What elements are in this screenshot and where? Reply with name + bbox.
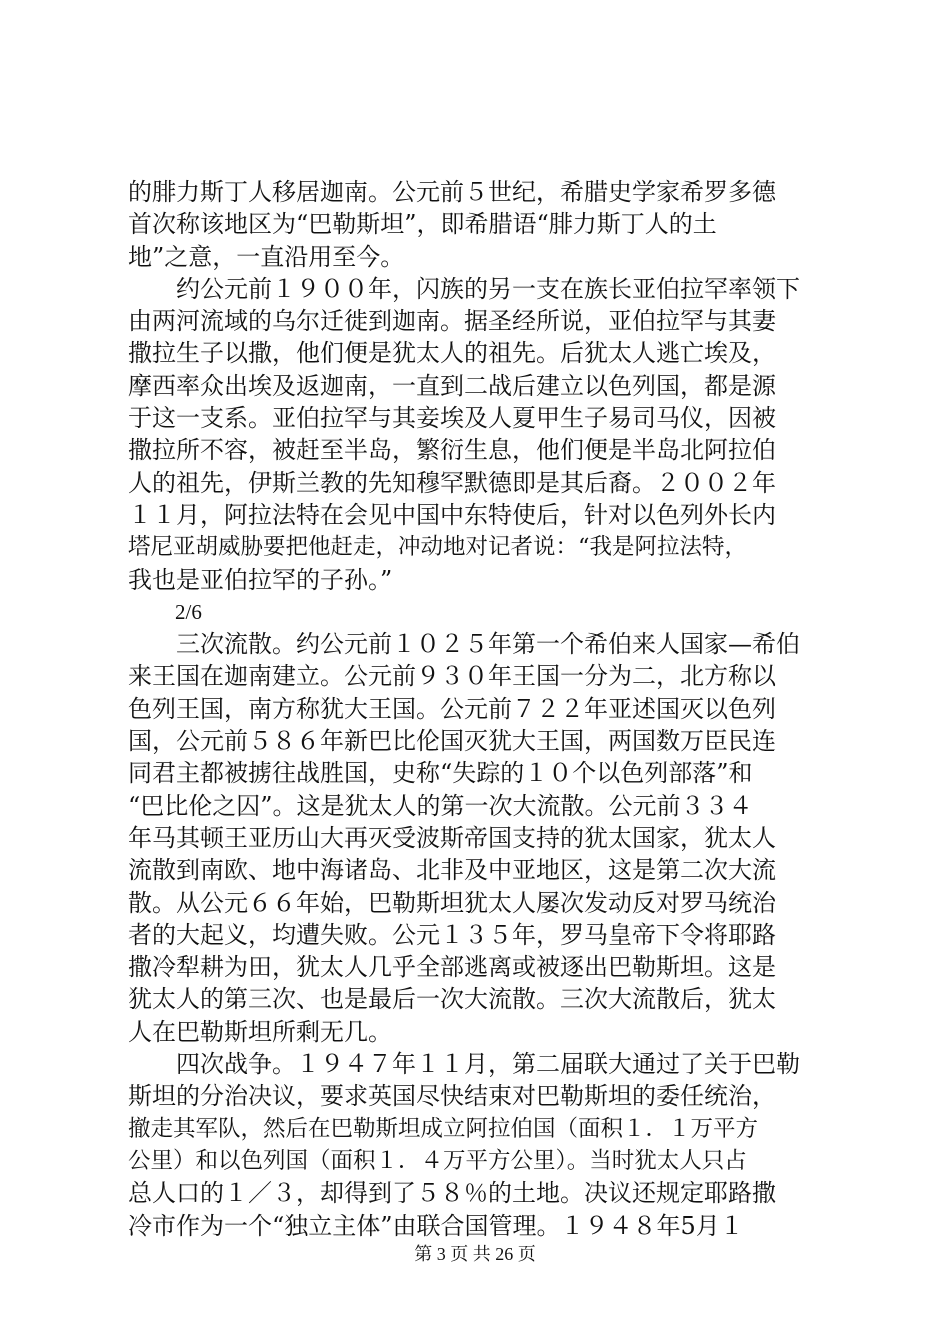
text-line: 的腓力斯丁人移居迦南。公元前５世纪，希腊史学家希罗多德: [128, 178, 776, 206]
text-line: 撤走其军队，然后在巴勒斯坦成立阿拉伯国（面积１．１万平方: [128, 1115, 759, 1142]
text-line: 犹太人的第三次、也是最后一次大流散。三次大流散后，犹太: [128, 985, 776, 1014]
page-footer: 第 3 页 共 26 页: [414, 1244, 536, 1264]
text-line: 散。从公元６６年始，巴勒斯坦犹太人屡次发动反对罗马统治: [128, 888, 776, 917]
text-line: 冷市作为一个“独立主体”由联合国管理。１９４８年5月１: [128, 1211, 744, 1240]
text-line: 人在巴勒斯坦所剩无几。: [128, 1017, 392, 1046]
text-line: 撒冷犁耕为田，犹太人几乎全部逃离或被逐出巴勒斯坦。这是: [128, 953, 776, 982]
text-line: 者的大起义，均遭失败。公元１３５年，罗马皇帝下令将耶路: [128, 920, 776, 949]
text-line: 斯坦的分治决议，要求英国尽快结束对巴勒斯坦的委任统治，: [128, 1082, 776, 1111]
text-line: 塔尼亚胡威胁要把他赶走，冲动地对记者说：“我是阿拉法特，: [128, 534, 748, 561]
text-line: 摩西率众出埃及返迦南，一直到二战后建立以色列国，都是源: [128, 371, 776, 400]
text-line: 约公元前１９００年，闪族的另一支在族长亚伯拉罕率领下: [128, 274, 800, 303]
text-line: 撒拉生子以撒，他们便是犹太人的祖先。后犹太人逃亡埃及，: [128, 339, 776, 368]
text-line: 于这一支系。亚伯拉罕与其妾埃及人夏甲生子易司马仪，因被: [128, 404, 776, 433]
text-line: 人的祖先，伊斯兰教的先知穆罕默德即是其后裔。２００２年: [128, 468, 776, 497]
text-line: １１月，阿拉法特在会见中国中东特使后，针对以色列外长内: [128, 500, 776, 529]
text-line: 地”之意，一直沿用至今。: [128, 242, 405, 271]
section-page-marker: 2/6: [175, 599, 202, 624]
text-line: 年马其顿王亚历山大再灭受波斯帝国支持的犹太国家，犹太人: [128, 823, 776, 852]
text-line: 我也是亚伯拉罕的子孙。”: [128, 565, 393, 594]
text-line: 公里）和以色列国（面积１．４万平方公里）。当时犹太人只占: [128, 1147, 747, 1174]
text-line: 来王国在迦南建立。公元前９３０年王国一分为二，北方称以: [128, 662, 776, 691]
text-line: 流散到南欧、地中海诸岛、北非及中亚地区，这是第二次大流: [128, 856, 776, 885]
text-line: 同君主都被掳往战胜国，史称“失踪的１０个以色列部落”和: [128, 759, 753, 788]
text-line: “巴比伦之囚”。这是犹太人的第一次大流散。公元前３３４: [128, 791, 753, 820]
text-line: 色列王国，南方称犹大王国。公元前７２２年亚述国灭以色列: [128, 694, 776, 723]
text-line: 总人口的１／３，却得到了５８％的土地。决议还规定耶路撒: [128, 1179, 776, 1208]
text-line: 首次称该地区为“巴勒斯坦”，即希腊语“腓力斯丁人的土: [128, 210, 717, 239]
text-line: 国，公元前５８６年新巴比伦国灭犹大王国，两国数万臣民连: [128, 727, 776, 756]
text-line: 四次战争。１９４７年１１月，第二届联大通过了关于巴勒: [128, 1050, 800, 1079]
text-line: 由两河流域的乌尔迁徙到迦南。据圣经所说，亚伯拉罕与其妻: [128, 307, 776, 336]
text-line: 撒拉所不容，被赶至半岛，繁衍生息，他们便是半岛北阿拉伯: [128, 436, 776, 465]
text-line: 三次流散。约公元前１０２５年第一个希伯来人国家—希伯: [128, 630, 800, 659]
body-text: [128, 176, 848, 1242]
